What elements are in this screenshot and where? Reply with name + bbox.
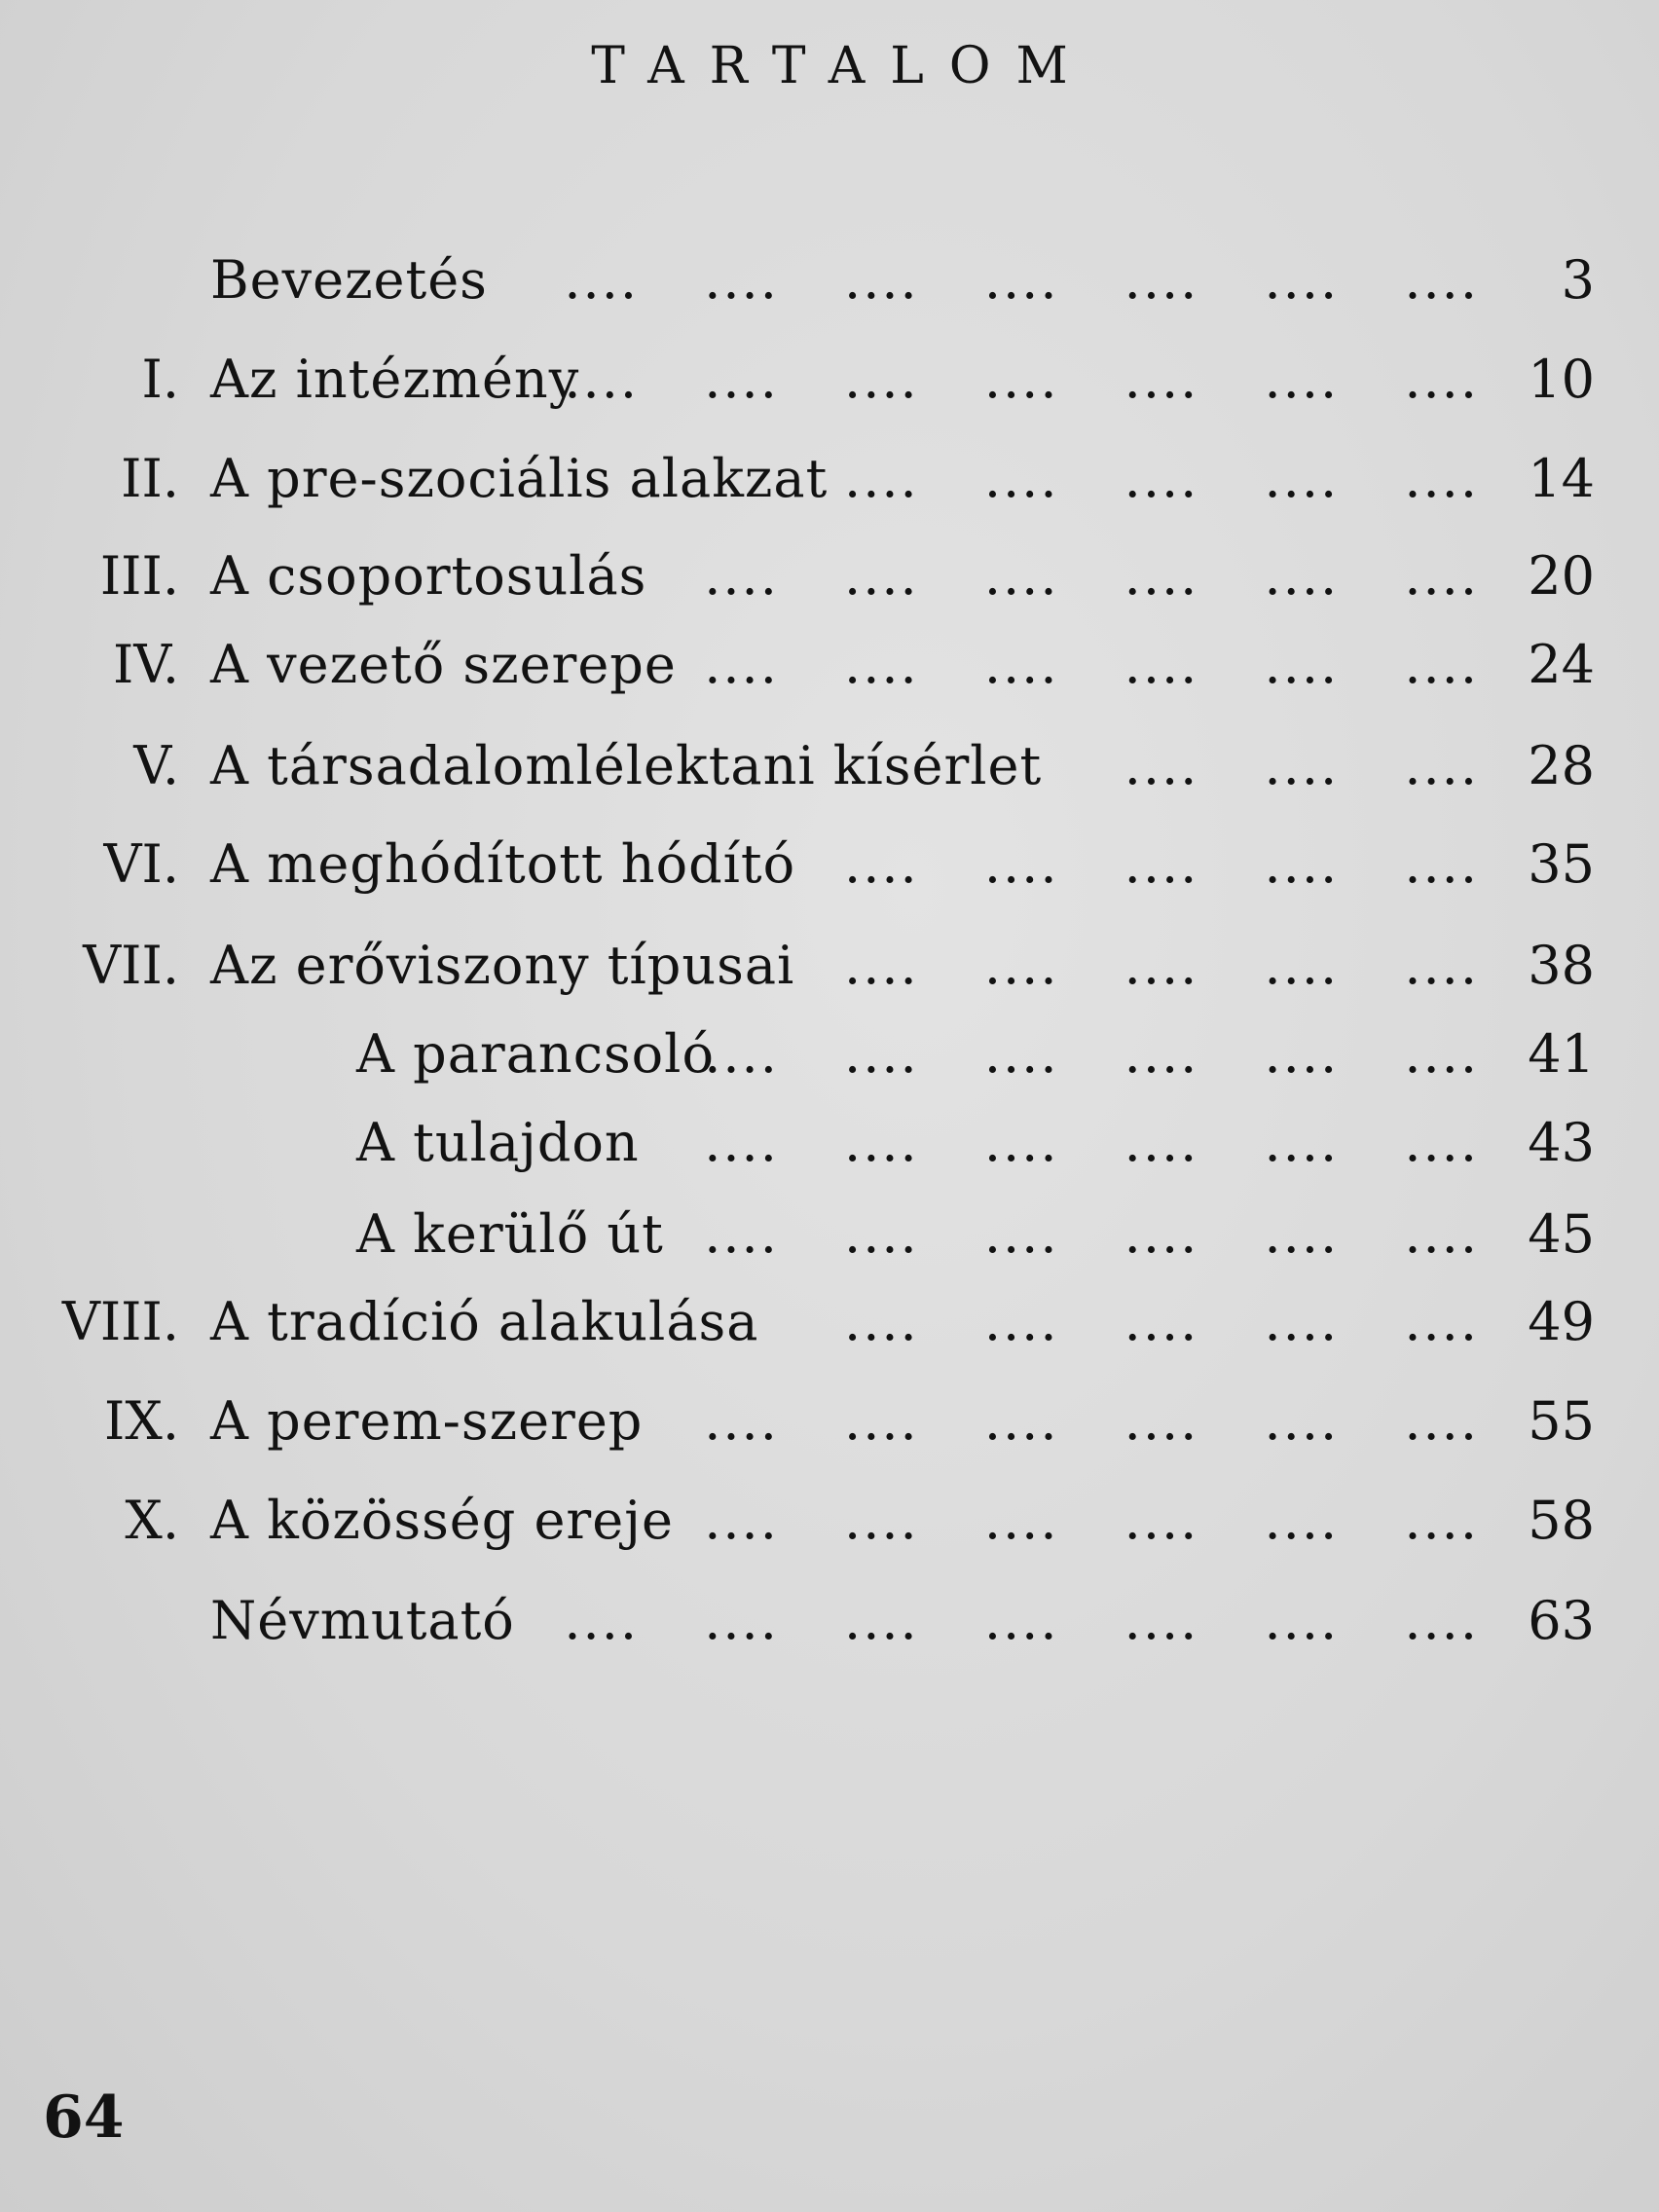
leader-dots: .... .... .... .... .... .... — [704, 1490, 1479, 1551]
chapter-title: A csoportosulás — [210, 545, 647, 607]
leader-dots: .... .... .... .... .... .... — [704, 1023, 1479, 1085]
page-number: 45 — [1528, 1203, 1595, 1265]
page-number: 38 — [1528, 935, 1595, 996]
chapter-number: II. — [121, 448, 179, 509]
leader-dots: .... .... .... .... .... .... — [704, 545, 1479, 607]
toc-entry — [0, 1582, 1659, 1660]
leader-dots: .... .... .... .... .... .... — [704, 634, 1479, 695]
chapter-number: III. — [99, 545, 179, 607]
section-title: A kerülő út — [356, 1203, 664, 1265]
toc-subentry — [0, 1196, 1659, 1273]
section-title: A tulajdon — [356, 1112, 640, 1173]
leader-dots: .... .... .... .... .... .... .... — [564, 1590, 1479, 1651]
chapter-number: X. — [125, 1490, 179, 1551]
page-number: 3 — [1561, 249, 1595, 311]
chapter-title: A perem-szerep — [210, 1390, 644, 1452]
chapter-title: A vezető szerepe — [210, 634, 677, 695]
page-number: 41 — [1528, 1023, 1595, 1085]
page-title: TARTALOM — [591, 37, 1093, 95]
chapter-title: A társadalomlélektani kísérlet — [210, 735, 1043, 796]
leader-dots: .... .... .... .... .... — [844, 935, 1479, 996]
page-number: 24 — [1528, 634, 1595, 695]
page-number: 20 — [1528, 545, 1595, 607]
page-number: 49 — [1528, 1291, 1595, 1352]
toc-subentry — [0, 1015, 1659, 1093]
page-number: 28 — [1528, 735, 1595, 796]
chapter-title: Az intézmény — [210, 349, 580, 410]
chapter-number: IX. — [104, 1390, 179, 1452]
toc-entry — [0, 1283, 1659, 1361]
leader-dots: .... .... .... — [1124, 735, 1479, 796]
toc-entry — [0, 826, 1659, 903]
leader-dots: .... .... .... .... .... .... .... — [564, 249, 1479, 311]
chapter-title: A közösség ereje — [210, 1490, 674, 1551]
toc-entry — [0, 1482, 1659, 1560]
chapter-title: A pre-szociális alakzat — [210, 448, 829, 509]
chapter-title: Bevezetés — [210, 249, 488, 311]
page-number: 55 — [1528, 1390, 1595, 1452]
leader-dots: .... .... .... .... .... — [844, 833, 1479, 895]
leader-dots: .... .... .... .... .... .... .... — [564, 349, 1479, 410]
leader-dots: .... .... .... .... .... .... — [704, 1390, 1479, 1452]
page-number: 14 — [1528, 448, 1595, 509]
toc-entry — [0, 241, 1659, 319]
toc-subentry — [0, 1104, 1659, 1182]
leader-dots: .... .... .... .... .... — [844, 1291, 1479, 1352]
chapter-title: Az erőviszony típusai — [210, 935, 795, 996]
chapter-number: V. — [133, 735, 179, 796]
page-number: 58 — [1528, 1490, 1595, 1551]
toc-entry — [0, 927, 1659, 1005]
chapter-number: VII. — [83, 935, 179, 996]
chapter-number: I. — [141, 349, 179, 410]
chapter-title: A tradíció alakulása — [210, 1291, 759, 1352]
page-number: 10 — [1528, 349, 1595, 410]
chapter-title: Névmutató — [210, 1590, 515, 1651]
leader-dots: .... .... .... .... .... .... — [704, 1203, 1479, 1265]
leader-dots: .... .... .... .... .... — [844, 448, 1479, 509]
toc-entry — [0, 626, 1659, 704]
toc-entry — [0, 727, 1659, 805]
page-number: 43 — [1528, 1112, 1595, 1173]
chapter-number: IV. — [112, 634, 179, 695]
toc-entry — [0, 537, 1659, 615]
folio-page-number: 64 — [43, 2083, 125, 2152]
page-number: 63 — [1528, 1590, 1595, 1651]
chapter-title: A meghódított hódító — [210, 833, 796, 895]
toc-entry — [0, 440, 1659, 518]
page-number: 35 — [1528, 833, 1595, 895]
section-title: A parancsoló — [356, 1023, 715, 1085]
toc-entry — [0, 1382, 1659, 1460]
leader-dots: .... .... .... .... .... .... — [704, 1112, 1479, 1173]
chapter-number: VIII. — [61, 1291, 179, 1352]
chapter-number: VI. — [103, 833, 179, 895]
toc-entry — [0, 341, 1659, 419]
